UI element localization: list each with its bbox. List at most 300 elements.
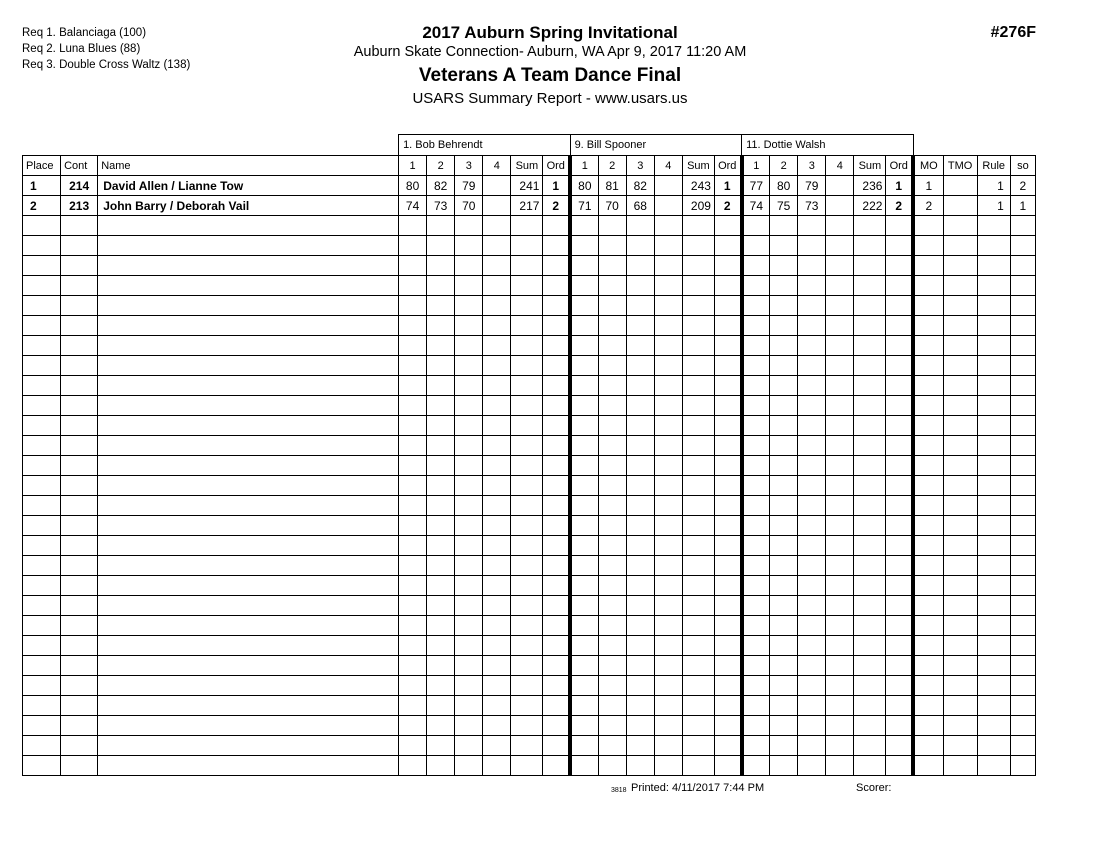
- score-cell: [483, 436, 511, 456]
- tmo-cell: [943, 596, 977, 616]
- score-cell: [654, 576, 682, 596]
- score-cell: [798, 396, 826, 416]
- place-cell: [23, 536, 61, 556]
- score-cell: [427, 416, 455, 436]
- cont-cell: [61, 496, 98, 516]
- name-cell: [98, 596, 399, 616]
- score-cell: [427, 296, 455, 316]
- mo-cell: [913, 496, 943, 516]
- score-cell: [742, 236, 770, 256]
- rule-cell: [977, 396, 1010, 416]
- score-cell: [483, 216, 511, 236]
- score-cell: [427, 316, 455, 336]
- empty-row: [23, 496, 1036, 516]
- score-cell: [570, 356, 598, 376]
- tmo-cell: [943, 696, 977, 716]
- cont-cell: [61, 396, 98, 416]
- score-cell: [483, 616, 511, 636]
- place-cell: [23, 556, 61, 576]
- rule-cell: [977, 756, 1010, 776]
- so-cell: [1010, 376, 1035, 396]
- sum-cell: [682, 556, 714, 576]
- score-cell: [455, 336, 483, 356]
- score-cell: [455, 456, 483, 476]
- score-cell: [399, 676, 427, 696]
- score-cell: [798, 536, 826, 556]
- mo-cell: [913, 416, 943, 436]
- tmo-cell: [943, 276, 977, 296]
- mo-cell: [913, 476, 943, 496]
- empty-row: [23, 636, 1036, 656]
- name-cell: [98, 696, 399, 716]
- score-cell: [598, 696, 626, 716]
- place-cell: 1: [23, 176, 61, 196]
- score-cell: [570, 596, 598, 616]
- score-cell: [770, 656, 798, 676]
- score-cell: [626, 516, 654, 536]
- empty-row: [23, 356, 1036, 376]
- so-cell: [1010, 216, 1035, 236]
- place-cell: [23, 316, 61, 336]
- sum-cell: [854, 736, 886, 756]
- score-cell: [570, 476, 598, 496]
- score-cell: [770, 516, 798, 536]
- ord-cell: [543, 276, 570, 296]
- place-cell: [23, 356, 61, 376]
- score-cell: [570, 616, 598, 636]
- rule-cell: [977, 736, 1010, 756]
- ord-cell: [543, 556, 570, 576]
- empty-row: [23, 296, 1036, 316]
- name-cell: [98, 236, 399, 256]
- empty-row: [23, 456, 1036, 476]
- sum-cell: [511, 496, 543, 516]
- score-cell: [598, 716, 626, 736]
- cont-cell: [61, 716, 98, 736]
- so-cell: [1010, 556, 1035, 576]
- score-cell: [483, 576, 511, 596]
- score-cell: [654, 496, 682, 516]
- sum-cell: [511, 436, 543, 456]
- name-cell: [98, 556, 399, 576]
- score-cell: [455, 256, 483, 276]
- score-cell: [483, 496, 511, 516]
- score-cell: [770, 536, 798, 556]
- sum-cell: [682, 616, 714, 636]
- score-cell: 74: [742, 196, 770, 216]
- score-cell: [570, 436, 598, 456]
- ord-cell: [886, 476, 913, 496]
- score-cell: [399, 376, 427, 396]
- ord-cell: [543, 296, 570, 316]
- score-cell: [399, 616, 427, 636]
- rule-cell: [977, 576, 1010, 596]
- ord-cell: [714, 696, 741, 716]
- score-cell: [427, 656, 455, 676]
- so-cell: [1010, 536, 1035, 556]
- mo-cell: [913, 256, 943, 276]
- col-header: so: [1010, 156, 1035, 176]
- sum-cell: [854, 216, 886, 236]
- sum-cell: [854, 316, 886, 336]
- score-cell: [598, 556, 626, 576]
- score-cell: [399, 456, 427, 476]
- name-cell: [98, 476, 399, 496]
- rule-cell: [977, 636, 1010, 656]
- sum-cell: [511, 376, 543, 396]
- score-cell: [399, 256, 427, 276]
- tmo-cell: [943, 576, 977, 596]
- score-cell: [399, 416, 427, 436]
- cont-cell: [61, 416, 98, 436]
- score-cell: [483, 356, 511, 376]
- tmo-cell: [943, 616, 977, 636]
- tmo-cell: [943, 756, 977, 776]
- score-cell: [626, 396, 654, 416]
- sum-cell: [854, 656, 886, 676]
- place-cell: [23, 376, 61, 396]
- sum-cell: [682, 296, 714, 316]
- ord-cell: [886, 496, 913, 516]
- sum-cell: [682, 716, 714, 736]
- score-cell: [654, 276, 682, 296]
- ord-cell: [886, 596, 913, 616]
- score-cell: [626, 716, 654, 736]
- score-cell: [826, 396, 854, 416]
- name-cell: [98, 736, 399, 756]
- score-cell: [455, 676, 483, 696]
- score-cell: [798, 676, 826, 696]
- score-cell: [798, 436, 826, 456]
- sum-cell: [854, 616, 886, 636]
- cont-cell: [61, 356, 98, 376]
- score-cell: [399, 696, 427, 716]
- score-cell: [483, 636, 511, 656]
- name-cell: [98, 756, 399, 776]
- tmo-cell: [943, 296, 977, 316]
- col-header: MO: [913, 156, 943, 176]
- ord-cell: [886, 756, 913, 776]
- score-cell: [570, 736, 598, 756]
- score-cell: [598, 356, 626, 376]
- result-row: [23, 176, 1036, 196]
- score-cell: [427, 336, 455, 356]
- sum-cell: [682, 436, 714, 456]
- col-header: 4: [826, 156, 854, 176]
- rule-cell: [977, 676, 1010, 696]
- mo-cell: [913, 676, 943, 696]
- ord-cell: [886, 376, 913, 396]
- cont-cell: [61, 596, 98, 616]
- name-cell: [98, 516, 399, 536]
- score-cell: [399, 596, 427, 616]
- score-cell: [483, 736, 511, 756]
- sum-cell: 243: [682, 176, 714, 196]
- score-cell: [826, 636, 854, 656]
- score-cell: [570, 456, 598, 476]
- score-cell: [654, 476, 682, 496]
- empty-row: [23, 596, 1036, 616]
- score-cell: [399, 236, 427, 256]
- sum-cell: [511, 676, 543, 696]
- mo-cell: 1: [913, 176, 943, 196]
- score-cell: [654, 416, 682, 436]
- mo-cell: [913, 396, 943, 416]
- score-cell: [626, 576, 654, 596]
- cont-cell: [61, 656, 98, 676]
- sum-cell: [682, 496, 714, 516]
- sum-cell: [682, 736, 714, 756]
- score-cell: [626, 476, 654, 496]
- place-cell: [23, 456, 61, 476]
- mo-cell: [913, 336, 943, 356]
- col-header: TMO: [943, 156, 977, 176]
- sum-cell: [854, 716, 886, 736]
- score-cell: [570, 416, 598, 436]
- score-cell: [483, 316, 511, 336]
- score-cell: [570, 576, 598, 596]
- ord-cell: [714, 296, 741, 316]
- score-cell: [399, 536, 427, 556]
- score-cell: [455, 396, 483, 416]
- score-cell: [570, 276, 598, 296]
- score-cell: [455, 516, 483, 536]
- ord-cell: [714, 376, 741, 396]
- cont-cell: [61, 736, 98, 756]
- score-cell: 81: [598, 176, 626, 196]
- score-cell: [598, 256, 626, 276]
- so-cell: [1010, 736, 1035, 756]
- score-cell: [626, 276, 654, 296]
- score-cell: [826, 456, 854, 476]
- ord-cell: [714, 356, 741, 376]
- score-cell: [427, 736, 455, 756]
- score-cell: [826, 476, 854, 496]
- score-cell: [826, 416, 854, 436]
- score-cell: [399, 476, 427, 496]
- sum-cell: [511, 476, 543, 496]
- score-cell: 68: [626, 196, 654, 216]
- sum-cell: [854, 236, 886, 256]
- score-cell: [399, 656, 427, 676]
- score-cell: [399, 556, 427, 576]
- score-cell: [742, 476, 770, 496]
- score-cell: [798, 716, 826, 736]
- score-cell: [654, 216, 682, 236]
- score-cell: [598, 496, 626, 516]
- score-cell: 80: [570, 176, 598, 196]
- score-cell: [742, 296, 770, 316]
- software-version: 3818: [611, 787, 627, 794]
- col-header: 1: [570, 156, 598, 176]
- score-cell: [742, 716, 770, 736]
- score-cell: [427, 676, 455, 696]
- score-cell: [798, 356, 826, 376]
- ord-cell: [886, 276, 913, 296]
- sum-cell: [511, 516, 543, 536]
- score-cell: [483, 456, 511, 476]
- score-cell: [626, 356, 654, 376]
- score-cell: [826, 576, 854, 596]
- ord-cell: [714, 536, 741, 556]
- so-cell: [1010, 696, 1035, 716]
- ord-cell: [543, 716, 570, 736]
- sum-cell: [682, 276, 714, 296]
- ord-cell: [543, 416, 570, 436]
- col-header: 4: [654, 156, 682, 176]
- so-cell: [1010, 436, 1035, 456]
- place-cell: [23, 576, 61, 596]
- rule-cell: [977, 716, 1010, 736]
- so-cell: [1010, 336, 1035, 356]
- sum-cell: [511, 736, 543, 756]
- name-cell: [98, 576, 399, 596]
- empty-row: [23, 736, 1036, 756]
- judge-name-header: 11. Dottie Walsh: [742, 135, 913, 156]
- score-cell: 74: [399, 196, 427, 216]
- score-cell: [483, 416, 511, 436]
- ord-cell: [714, 276, 741, 296]
- sum-cell: [854, 456, 886, 476]
- score-cell: [770, 236, 798, 256]
- score-cell: [570, 656, 598, 676]
- ord-cell: [714, 676, 741, 696]
- ord-cell: [886, 456, 913, 476]
- score-cell: [742, 276, 770, 296]
- score-cell: [483, 716, 511, 736]
- mo-cell: [913, 576, 943, 596]
- cont-cell: [61, 696, 98, 716]
- so-cell: [1010, 636, 1035, 656]
- score-cell: [826, 516, 854, 536]
- name-cell: [98, 676, 399, 696]
- score-cell: [399, 396, 427, 416]
- ord-cell: [543, 496, 570, 516]
- score-cell: [798, 516, 826, 536]
- name-cell: [98, 316, 399, 336]
- score-cell: [742, 696, 770, 716]
- sum-cell: [854, 296, 886, 316]
- rule-cell: [977, 456, 1010, 476]
- score-cell: [598, 616, 626, 636]
- mo-cell: [913, 316, 943, 336]
- score-cell: [742, 576, 770, 596]
- score-cell: [770, 616, 798, 636]
- sum-cell: [511, 556, 543, 576]
- score-cell: [770, 456, 798, 476]
- score-cell: 82: [427, 176, 455, 196]
- sum-cell: [854, 696, 886, 716]
- score-cell: [770, 596, 798, 616]
- score-cell: [654, 396, 682, 416]
- sum-cell: [682, 536, 714, 556]
- ord-cell: [543, 356, 570, 376]
- score-cell: [399, 436, 427, 456]
- ord-cell: [714, 416, 741, 436]
- score-cell: [455, 376, 483, 396]
- ord-cell: [714, 256, 741, 276]
- ord-cell: 1: [714, 176, 741, 196]
- cont-cell: [61, 456, 98, 476]
- ord-cell: [886, 616, 913, 636]
- score-cell: [770, 756, 798, 776]
- judge-header-spacer-right: [913, 135, 1035, 156]
- score-cell: [798, 696, 826, 716]
- score-cell: [654, 176, 682, 196]
- tmo-cell: [943, 176, 977, 196]
- tmo-cell: [943, 556, 977, 576]
- score-cell: [570, 756, 598, 776]
- cont-cell: [61, 316, 98, 336]
- rule-cell: [977, 696, 1010, 716]
- tmo-cell: [943, 496, 977, 516]
- score-cell: [826, 756, 854, 776]
- mo-cell: [913, 456, 943, 476]
- name-cell: [98, 336, 399, 356]
- event-number: #276F: [990, 24, 1036, 41]
- so-cell: [1010, 456, 1035, 476]
- sum-cell: [854, 276, 886, 296]
- score-cell: [770, 396, 798, 416]
- score-cell: [742, 336, 770, 356]
- score-cell: [798, 736, 826, 756]
- score-cell: [742, 436, 770, 456]
- score-cell: [626, 696, 654, 716]
- score-cell: [598, 336, 626, 356]
- so-cell: 1: [1010, 196, 1035, 216]
- score-cell: [427, 216, 455, 236]
- score-cell: [626, 236, 654, 256]
- mo-cell: [913, 376, 943, 396]
- score-cell: [770, 696, 798, 716]
- place-cell: [23, 276, 61, 296]
- sum-cell: [511, 356, 543, 376]
- mo-cell: [913, 636, 943, 656]
- score-cell: [570, 296, 598, 316]
- score-cell: [399, 336, 427, 356]
- score-cell: [455, 496, 483, 516]
- cont-cell: [61, 556, 98, 576]
- name-cell: [98, 536, 399, 556]
- result-row: [23, 196, 1036, 216]
- score-cell: [427, 616, 455, 636]
- sum-cell: [682, 316, 714, 336]
- score-cell: [654, 656, 682, 676]
- score-cell: [570, 676, 598, 696]
- rule-cell: 1: [977, 176, 1010, 196]
- judge-header-row: [23, 135, 1036, 156]
- score-cell: [742, 356, 770, 376]
- rule-cell: [977, 236, 1010, 256]
- score-cell: [798, 376, 826, 396]
- score-cell: [427, 516, 455, 536]
- score-cell: [570, 236, 598, 256]
- score-cell: [770, 416, 798, 436]
- ord-cell: 1: [886, 176, 913, 196]
- sum-cell: [854, 676, 886, 696]
- score-cell: [654, 356, 682, 376]
- empty-row: [23, 656, 1036, 676]
- score-cell: [626, 416, 654, 436]
- tmo-cell: [943, 436, 977, 456]
- ord-cell: [886, 556, 913, 576]
- ord-cell: [886, 676, 913, 696]
- name-cell: [98, 356, 399, 376]
- so-cell: [1010, 516, 1035, 536]
- sum-cell: [854, 396, 886, 416]
- score-cell: [654, 736, 682, 756]
- sum-cell: [511, 296, 543, 316]
